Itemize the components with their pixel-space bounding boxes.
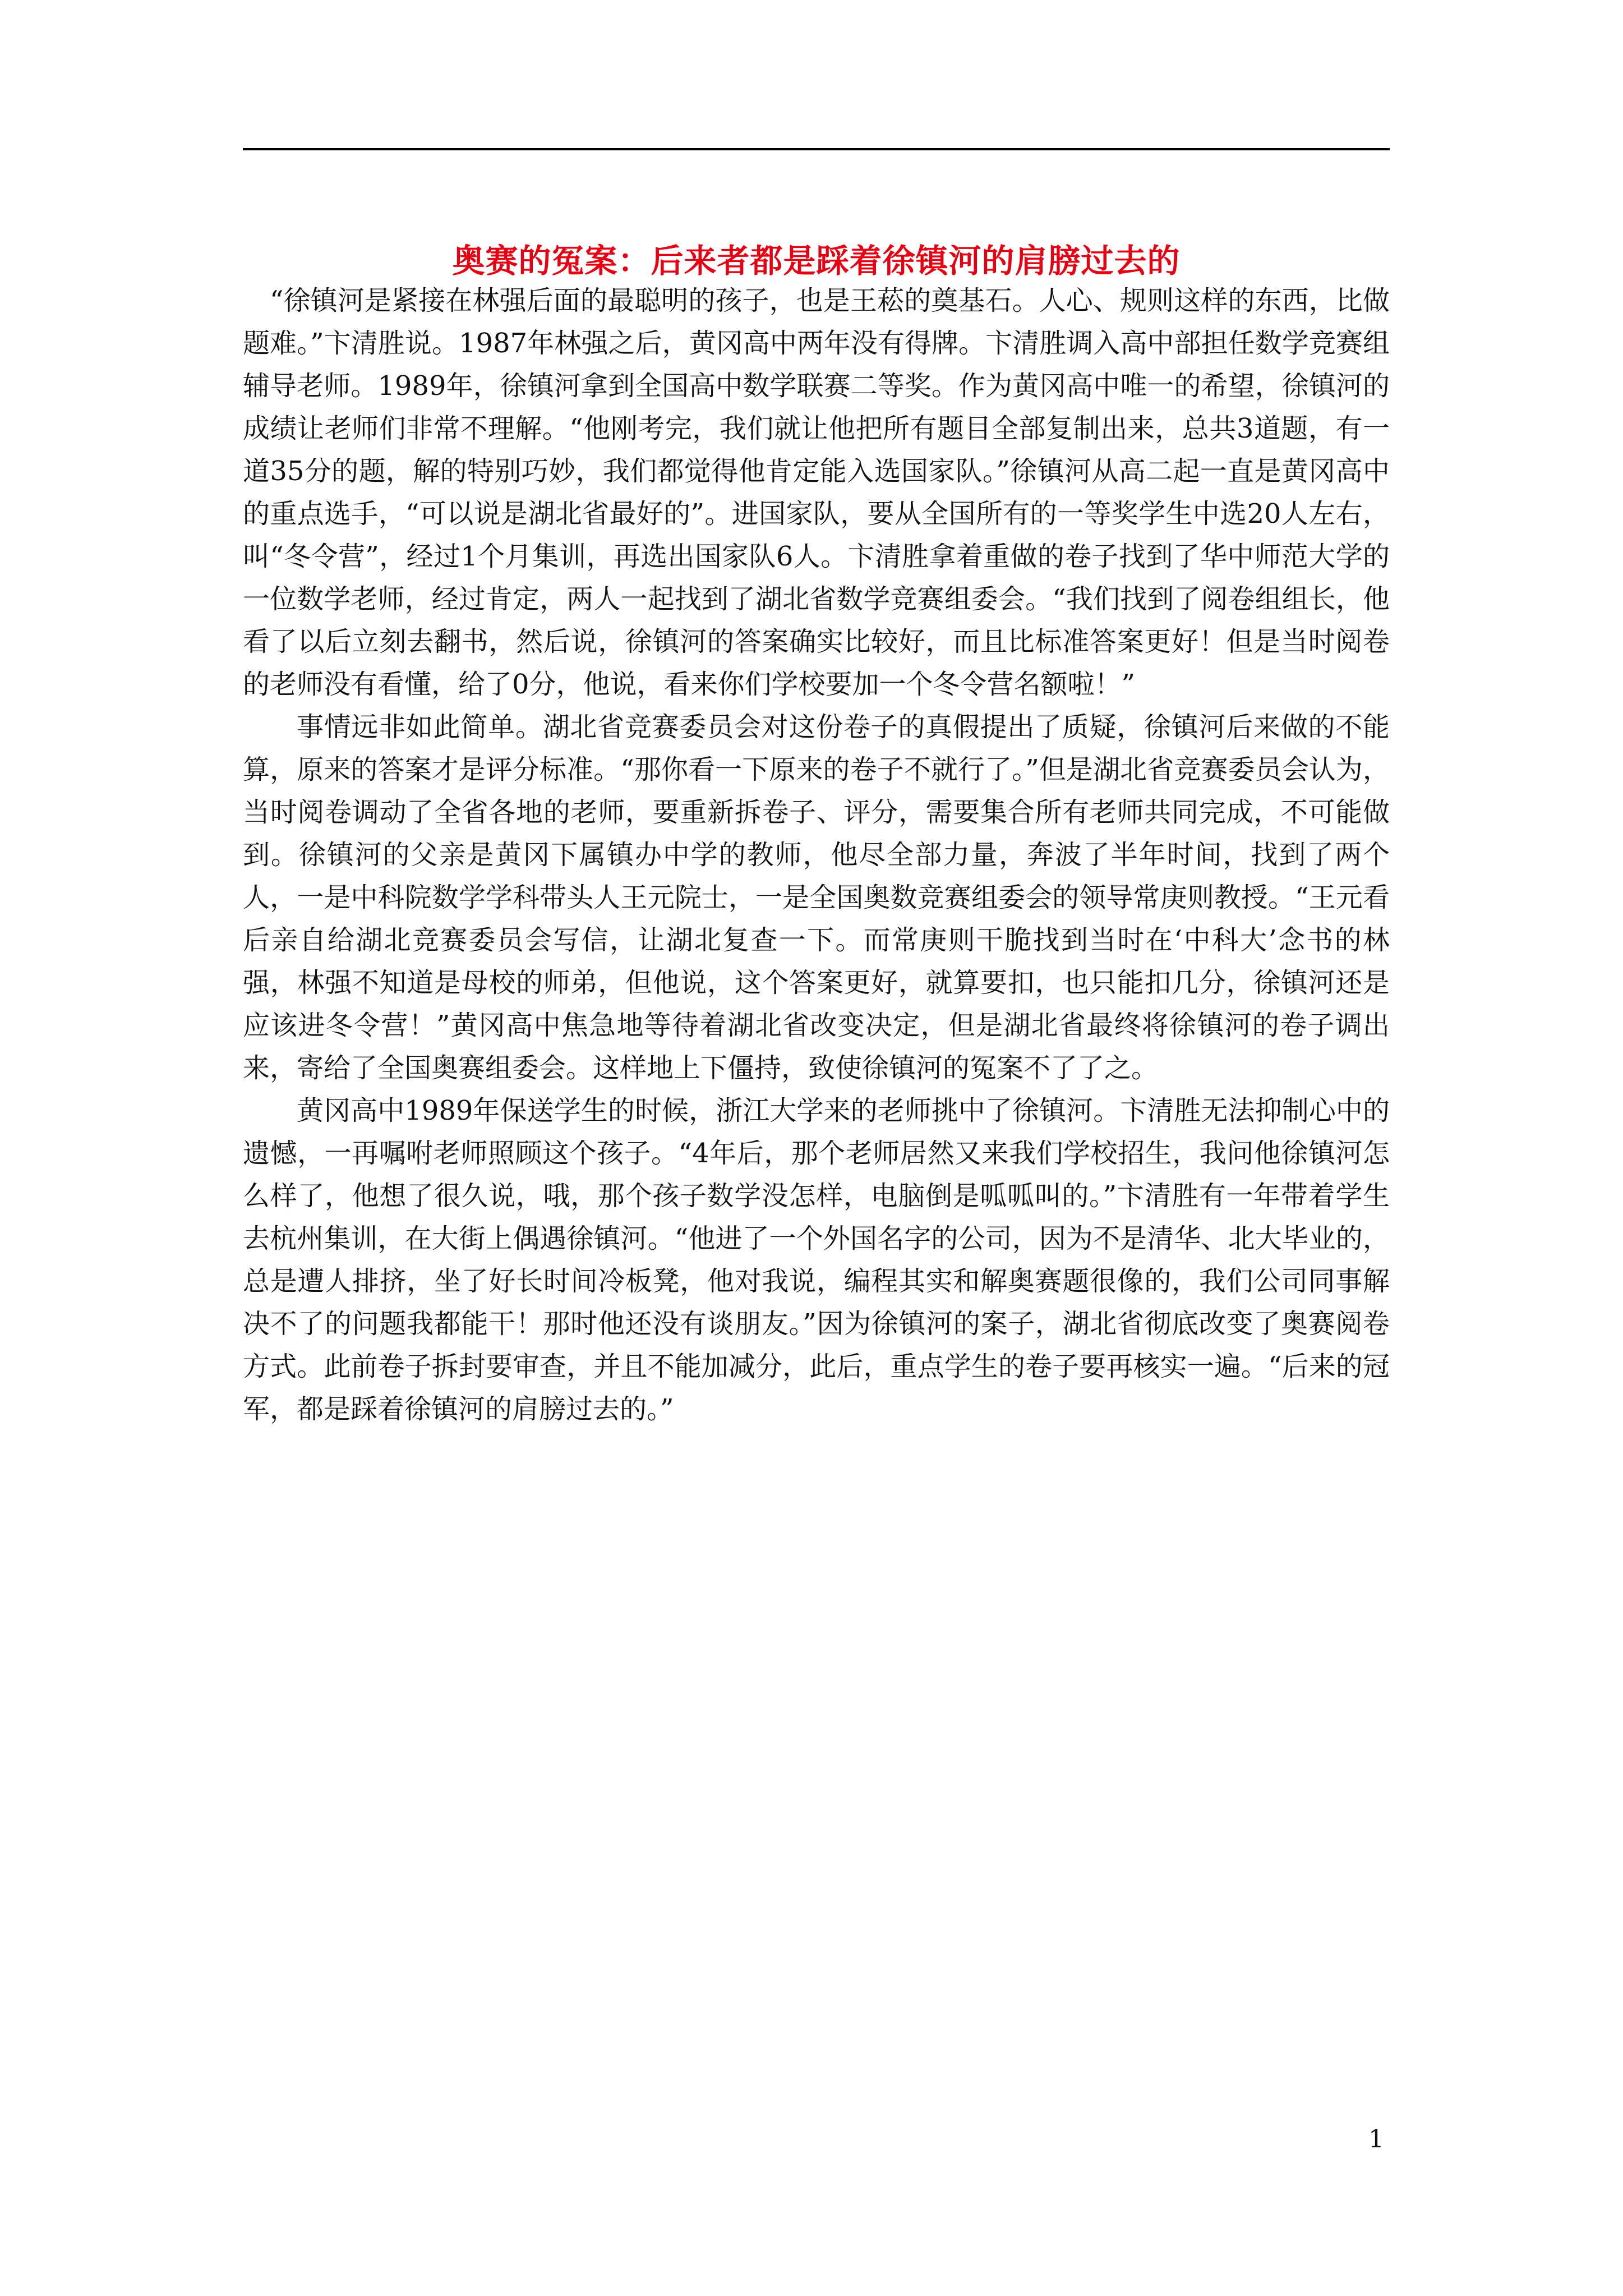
paragraph-2: 事情远非如此简单。湖北省竞赛委员会对这份卷子的真假提出了质疑，徐镇河后来做的不能算，原来的答案才是评分标准。“那你看一下原来的卷子不就行了。”但是湖北省竞赛委员会认为，当时阅卷调动了全省各地的老师，要重新拆卷子、评分，需要集合所有老师共同完成，不可能做到。徐镇河的父亲是黄冈下属镇办中学的教师，他尽全部力量，奔波了半年时间，找到了两个人，一是中科院数学学科带头人王元院士，一是全国奥数竞赛组委会的领导常庚则教授。“王元看后亲自给湖北竞赛委员会写信，让湖北复查一下。而常庚则干脆找到当时在‘中科大’念书的林强，林强不知道是母校的师弟，但他说，这个答案更好，就算要扣，也只能扣几分，徐镇河还是应该进冬令营！”黄冈高中焦急地等待着湖北省改变决定，但是湖北省最终将徐镇河的卷子调出来，寄给了全国奥赛组委会。这样地上下僵持，致使徐镇河的冤案不了了之。 [243, 711, 1390, 1084]
page-number: 1 [1368, 2125, 1384, 2154]
article-body [243, 279, 1390, 1430]
header-rule [243, 148, 1390, 150]
paragraph-3: 黄冈高中1989年保送学生的时候，浙江大学来的老师挑中了徐镇河。卞清胜无法抑制心中的遗憾，一再嘱咐老师照顾这个孩子。“4年后，那个老师居然又来我们学校招生，我问他徐镇河怎么样了，他想了很久说，哦，那个孩子数学没怎样，电脑倒是呱呱叫的。”卞清胜有一年带着学生去杭州集训，在大街上偶遇徐镇河。“他进了一个外国名字的公司，因为不是清华、北大毕业的，总是遭人排挤，坐了好长时间冷板凳，他对我说，编程其实和解奥赛题很像的，我们公司同事解决不了的问题我都能干！那时他还没有谈朋友。”因为徐镇河的案子，湖北省彻底改变了奥赛阅卷方式。此前卷子拆封要审查，并且不能加减分，此后，重点学生的卷子要再核实一遍。“后来的冠军，都是踩着徐镇河的肩膀过去的。” [243, 1095, 1390, 1425]
paragraph-1: “徐镇河是紧接在林强后面的最聪明的孩子，也是王菘的奠基石。人心、规则这样的东西，比做题难。”卞清胜说。1987年林强之后，黄冈高中两年没有得牌。卞清胜调入高中部担任数学竞赛组辅导老师。1989年，徐镇河拿到全国高中数学联赛二等奖。作为黄冈高中唯一的希望，徐镇河的成绩让老师们非常不理解。“他刚考完，我们就让他把所有题目全部复制出来，总共3道题，有一道35分的题，解的特别巧妙，我们都觉得他肯定能入选国家队。”徐镇河从高二起一直是黄冈高中的重点选手，“可以说是湖北省最好的”。进国家队，要从全国所有的一等奖学生中选20人左右，叫“冬令营”，经过1个月集训，再选出国家队6人。卞清胜拿着重做的卷子找到了华中师范大学的一位数学老师，经过肯定，两人一起找到了湖北省数学竞赛组委会。“我们找到了阅卷组组长，他看了以后立刻去翻书，然后说，徐镇河的答案确实比较好，而且比标准答案更好！但是当时阅卷的老师没有看懂，给了0分，他说，看来你们学校要加一个冬令营名额啦！” [243, 285, 1390, 700]
article-title: 奥赛的冤案：后来者都是踩着徐镇河的肩膀过去的 [452, 241, 1181, 280]
